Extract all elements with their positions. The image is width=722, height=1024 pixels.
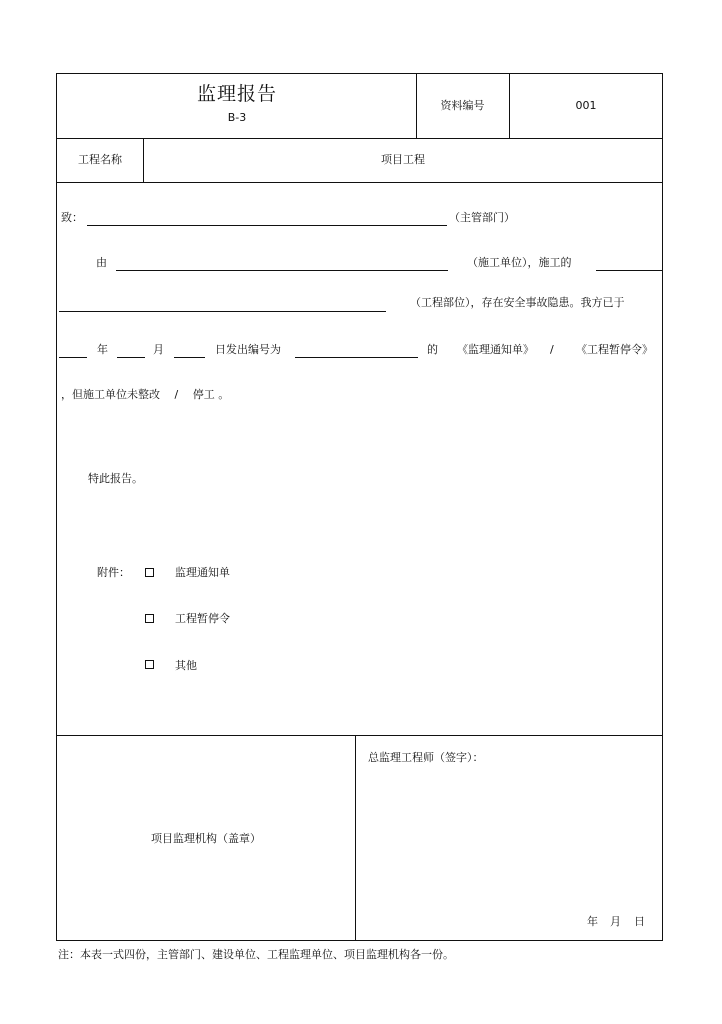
report-form <box>56 73 663 941</box>
contractor-blank[interactable] <box>116 270 448 271</box>
doc-no-value: 001 <box>575 99 597 112</box>
month-label: 月 <box>153 343 164 356</box>
slash: / <box>550 343 554 356</box>
suspend-name: 《工程暂停令》 <box>576 343 653 356</box>
of-label: 的 <box>427 343 438 356</box>
year-label: 年 <box>97 343 108 356</box>
year-blank[interactable] <box>59 357 87 358</box>
project-name-value: 项目工程 <box>381 153 425 166</box>
part-suffix: （工程部位），存在安全事故隐患。我方已于 <box>410 296 625 309</box>
construction-blank[interactable] <box>596 270 662 271</box>
attachment-checkbox-other[interactable] <box>145 660 154 669</box>
signoff-top-line <box>57 735 662 736</box>
form-title: 监理报告 <box>196 83 277 105</box>
footer-note: 注：本表一式四份，主管部门、建设单位、工程监理单位、项目监理机构各一份。 <box>58 948 454 961</box>
sign-year: 年 <box>587 915 598 928</box>
notice-name: 《监理通知单》 <box>457 343 534 356</box>
to-prefix: 致： <box>61 211 83 224</box>
attachment-checkbox-suspend[interactable] <box>145 614 154 623</box>
day-blank[interactable] <box>174 357 205 358</box>
by-suffix: （施工单位），施工的 <box>467 256 572 269</box>
sign-day: 日 <box>634 915 645 928</box>
project-name-label: 工程名称 <box>78 153 122 166</box>
doc-no-label: 资料编号 <box>440 99 485 112</box>
attach-label: 附件： <box>97 566 130 579</box>
attachment-checkbox-notice[interactable] <box>145 568 154 577</box>
supervision-seal-label: 项目监理机构（盖章） <box>151 832 261 845</box>
report-text: 特此报告。 <box>88 472 143 485</box>
header-bottom-line <box>57 138 662 139</box>
project-bottom-line <box>57 182 662 183</box>
rectify-line: ，但施工单位未整改 / 停工 。 <box>61 388 230 401</box>
part-blank[interactable] <box>59 311 386 312</box>
attachment-suspend-label: 工程暂停令 <box>175 612 230 625</box>
chief-engineer-label: 总监理工程师（签字）： <box>368 751 484 764</box>
month-blank[interactable] <box>117 357 145 358</box>
signoff-divider <box>355 735 356 941</box>
to-department-blank[interactable] <box>87 225 447 226</box>
day-issue-label: 日发出编号为 <box>215 343 281 356</box>
to-suffix: （主管部门） <box>449 211 515 224</box>
by-prefix: 由 <box>96 256 107 269</box>
form-code: B-3 <box>227 111 247 124</box>
attachment-other-label: 其他 <box>175 659 197 672</box>
notice-number-blank[interactable] <box>295 357 418 358</box>
sign-month: 月 <box>610 915 621 928</box>
attachment-notice-label: 监理通知单 <box>175 566 230 579</box>
